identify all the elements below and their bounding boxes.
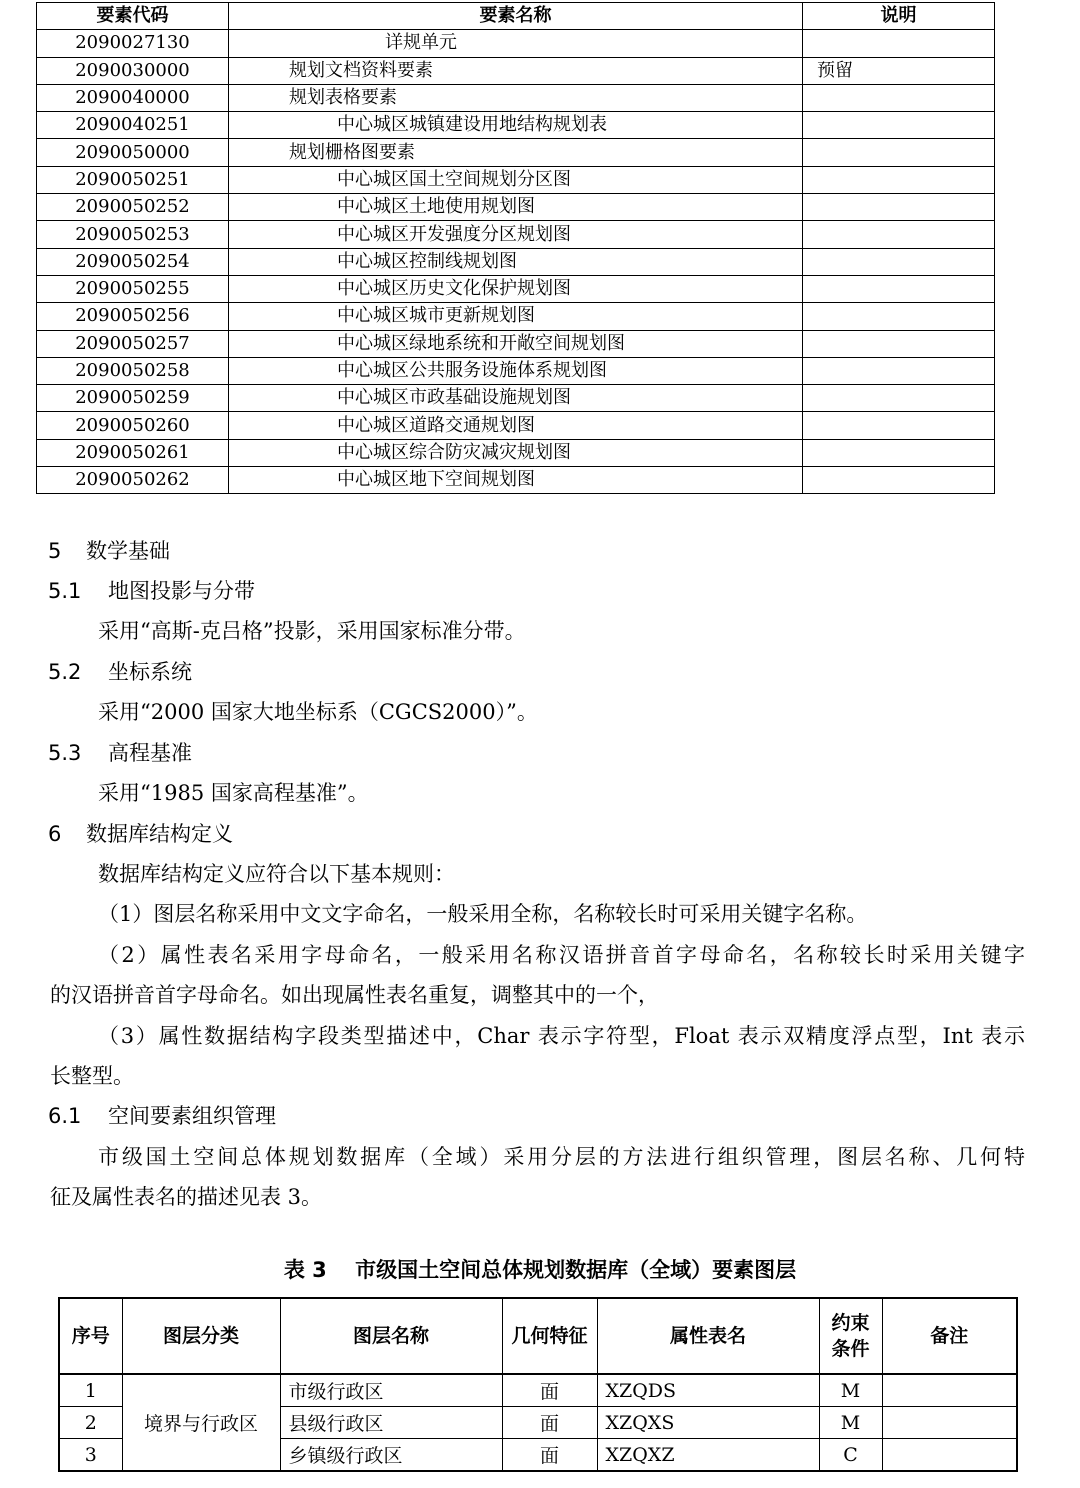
cell-remark	[882, 1374, 1017, 1407]
header-note: 说明	[803, 3, 995, 30]
cell-name: 中心城区地下空间规划图	[229, 467, 803, 494]
paragraph-5-3: 采用“1985 国家高程基准”。	[98, 781, 369, 805]
section-heading-6: 6 数据库结构定义	[48, 822, 233, 846]
cell-name: 规划表格要素	[229, 84, 803, 111]
cell-note	[803, 275, 995, 302]
section-heading-5-3: 5.3 高程基准	[48, 741, 192, 765]
cell-seq: 3	[59, 1439, 122, 1472]
table-row	[37, 194, 995, 221]
element-code-table-body	[37, 30, 995, 494]
table-row	[37, 330, 995, 357]
cell-constraint: M	[819, 1407, 882, 1439]
header-name: 要素名称	[229, 3, 803, 30]
cell-code: 2090050000	[37, 139, 229, 166]
section-heading-5-1: 5.1 地图投影与分带	[48, 579, 255, 603]
header-category: 图层分类	[122, 1298, 280, 1374]
cell-note	[803, 385, 995, 412]
section-heading-6-1: 6.1 空间要素组织管理	[48, 1104, 276, 1128]
cell-code: 2090050260	[37, 412, 229, 439]
table-row	[37, 248, 995, 275]
cell-constraint: C	[819, 1439, 882, 1472]
table-row	[37, 57, 995, 84]
cell-name: 中心城区历史文化保护规划图	[229, 275, 803, 302]
element-code-table	[36, 2, 995, 494]
cell-name: 中心城区城镇建设用地结构规划表	[229, 112, 803, 139]
cell-code: 2090050255	[37, 275, 229, 302]
cell-code: 2090040251	[37, 112, 229, 139]
paragraph-5-1: 采用“高斯-克吕格”投影，采用国家标准分带。	[98, 619, 526, 643]
table-row	[37, 84, 995, 111]
header-constraint: 约束 条件	[819, 1298, 882, 1374]
cell-code: 2090050253	[37, 221, 229, 248]
cell-remark	[882, 1439, 1017, 1472]
cell-layer: 乡镇级行政区	[280, 1439, 502, 1472]
paragraph-6-intro: 数据库结构定义应符合以下基本规则：	[98, 862, 455, 886]
cell-seq: 2	[59, 1407, 122, 1439]
cell-code: 2090050252	[37, 194, 229, 221]
cell-name: 详规单元	[229, 30, 803, 57]
cell-category: 境界与行政区	[122, 1374, 280, 1471]
section-heading-5: 5 数学基础	[48, 539, 170, 563]
table-row	[37, 221, 995, 248]
cell-code: 2090050261	[37, 439, 229, 466]
cell-code: 2090040000	[37, 84, 229, 111]
header-code: 要素代码	[37, 3, 229, 30]
cell-name: 中心城区道路交通规划图	[229, 412, 803, 439]
table-row	[37, 30, 995, 57]
cell-note	[803, 330, 995, 357]
cell-name: 中心城区市政基础设施规划图	[229, 385, 803, 412]
cell-name: 中心城区公共服务设施体系规划图	[229, 357, 803, 384]
paragraph-6-1-line-1: 市级国土空间总体规划数据库（全域）采用分层的方法进行组织管理，图层名称、几何特	[98, 1145, 1025, 1169]
table-row	[37, 357, 995, 384]
cell-geometry: 面	[502, 1439, 597, 1472]
cell-code: 2090050262	[37, 467, 229, 494]
cell-note	[803, 139, 995, 166]
cell-geometry: 面	[502, 1374, 597, 1407]
cell-seq: 1	[59, 1374, 122, 1407]
cell-note	[803, 112, 995, 139]
table-header-row	[59, 1298, 1017, 1374]
table-row	[37, 166, 995, 193]
cell-name: 中心城区开发强度分区规划图	[229, 221, 803, 248]
cell-note	[803, 412, 995, 439]
cell-geometry: 面	[502, 1407, 597, 1439]
cell-note	[803, 467, 995, 494]
cell-attr: XZQDS	[597, 1374, 819, 1407]
cell-code: 2090027130	[37, 30, 229, 57]
layer-table	[58, 1297, 1018, 1472]
cell-remark	[882, 1407, 1017, 1439]
table-row	[37, 439, 995, 466]
cell-layer: 市级行政区	[280, 1374, 502, 1407]
paragraph-6-rule-3-line-1: （3）属性数据结构字段类型描述中，Char 表示字符型，Float 表示双精度浮点型，Int 表示	[98, 1024, 1025, 1048]
table-row	[37, 303, 995, 330]
table-row	[37, 412, 995, 439]
table-row	[59, 1374, 1017, 1407]
table-row	[37, 275, 995, 302]
table-row	[37, 385, 995, 412]
cell-note	[803, 194, 995, 221]
cell-constraint: M	[819, 1374, 882, 1407]
table-row	[37, 467, 995, 494]
table-3-caption: 表 3 市级国土空间总体规划数据库（全域）要素图层	[283, 1258, 797, 1282]
header-layer: 图层名称	[280, 1298, 502, 1374]
header-geometry: 几何特征	[502, 1298, 597, 1374]
cell-note	[803, 221, 995, 248]
cell-code: 2090050259	[37, 385, 229, 412]
paragraph-6-rule-1: （1）图层名称采用中文文字命名，一般采用全称，名称较长时可采用关键字名称。	[98, 902, 868, 926]
cell-note	[803, 84, 995, 111]
cell-code: 2090050251	[37, 166, 229, 193]
cell-name: 中心城区城市更新规划图	[229, 303, 803, 330]
cell-note: 预留	[803, 57, 995, 84]
cell-name: 中心城区综合防灾减灾规划图	[229, 439, 803, 466]
cell-note	[803, 166, 995, 193]
cell-note	[803, 248, 995, 275]
cell-name: 中心城区控制线规划图	[229, 248, 803, 275]
cell-code: 2090050256	[37, 303, 229, 330]
header-attr: 属性表名	[597, 1298, 819, 1374]
cell-note	[803, 30, 995, 57]
cell-code: 2090050254	[37, 248, 229, 275]
table-row	[37, 139, 995, 166]
cell-note	[803, 357, 995, 384]
cell-name: 中心城区国土空间规划分区图	[229, 166, 803, 193]
cell-code: 2090050257	[37, 330, 229, 357]
table-row	[37, 112, 995, 139]
cell-code: 2090050258	[37, 357, 229, 384]
cell-name: 中心城区土地使用规划图	[229, 194, 803, 221]
table-header-row	[37, 3, 995, 30]
cell-code: 2090030000	[37, 57, 229, 84]
header-remark: 备注	[882, 1298, 1017, 1374]
cell-name: 规划栅格图要素	[229, 139, 803, 166]
paragraph-6-rule-2-line-2: 的汉语拼音首字母命名。如出现属性表名重复，调整其中的一个，	[50, 983, 659, 1007]
paragraph-6-rule-3-line-2: 长整型。	[50, 1064, 134, 1088]
paragraph-6-rule-2-line-1: （2）属性表名采用字母命名，一般采用名称汉语拼音首字母命名，名称较长时采用关键字	[98, 943, 1025, 967]
cell-layer: 县级行政区	[280, 1407, 502, 1439]
cell-attr: XZQXZ	[597, 1439, 819, 1472]
paragraph-5-2: 采用“2000 国家大地坐标系（CGCS2000）”。	[98, 700, 538, 724]
header-seq: 序号	[59, 1298, 122, 1374]
cell-name: 规划文档资料要素	[229, 57, 803, 84]
cell-note	[803, 303, 995, 330]
cell-note	[803, 439, 995, 466]
cell-name: 中心城区绿地系统和开敞空间规划图	[229, 330, 803, 357]
cell-attr: XZQXS	[597, 1407, 819, 1439]
section-heading-5-2: 5.2 坐标系统	[48, 660, 192, 684]
paragraph-6-1-line-2: 征及属性表名的描述见表 3。	[50, 1185, 323, 1209]
